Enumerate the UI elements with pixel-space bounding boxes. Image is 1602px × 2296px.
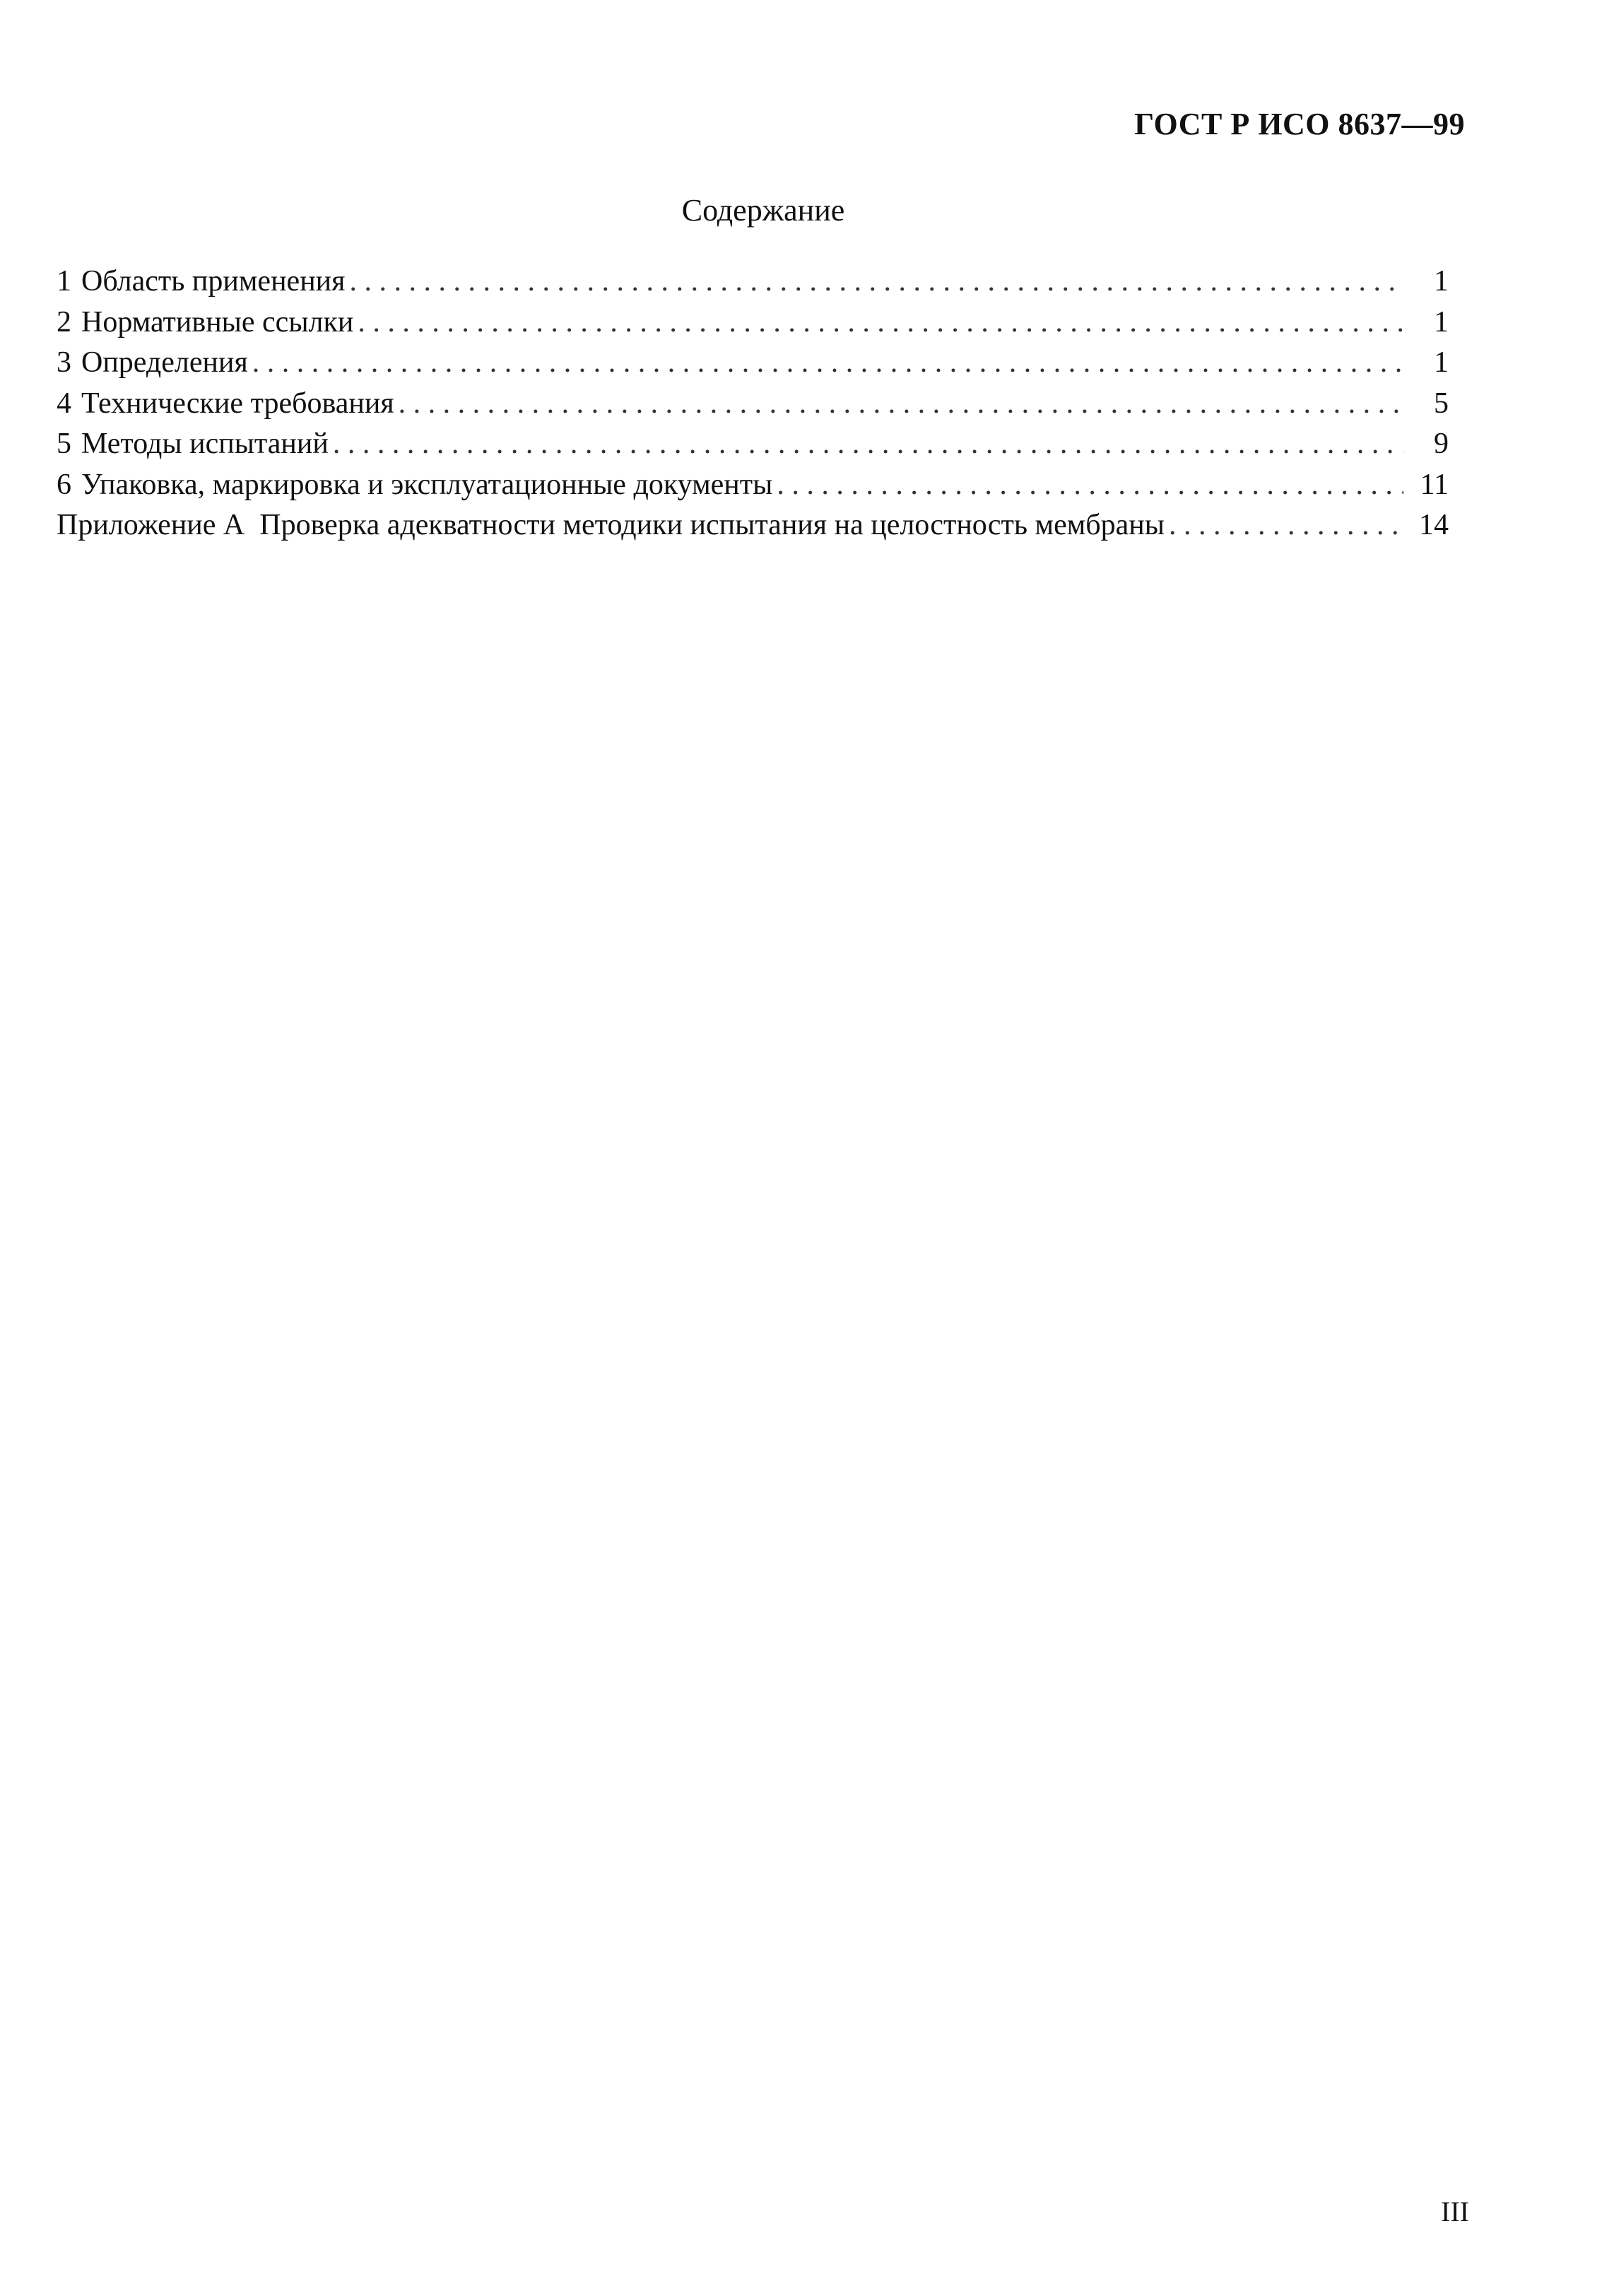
toc-dot-leader <box>248 343 1403 384</box>
table-of-contents <box>57 261 1449 546</box>
toc-entry-number: 3 <box>57 346 71 379</box>
toc-entry-appendix[interactable] <box>57 505 1449 546</box>
toc-entry[interactable] <box>57 343 1449 384</box>
toc-title: Содержание <box>681 193 845 228</box>
toc-dot-leader <box>329 424 1403 465</box>
toc-entry-number: 6 <box>57 468 71 501</box>
toc-entry[interactable] <box>57 384 1449 425</box>
toc-entry-label: Область применения <box>81 265 346 298</box>
toc-entry-page: 9 <box>1434 428 1449 460</box>
toc-entry-page: 11 <box>1420 468 1449 501</box>
toc-entry-number: 2 <box>57 305 71 338</box>
toc-entry-label: Нормативные ссылки <box>81 305 354 338</box>
page-number: III <box>1441 2196 1469 2227</box>
toc-entry-number: 4 <box>57 387 71 420</box>
toc-entry-label: Методы испытаний <box>81 428 329 460</box>
toc-entry[interactable] <box>57 302 1449 343</box>
toc-entry-page: 14 <box>1419 509 1449 541</box>
toc-entry-label: Упаковка, маркировка и эксплуатационные документы <box>81 468 773 501</box>
toc-entry-number: 1 <box>57 265 71 298</box>
toc-entry-label: Приложение А Проверка адекватности методики испытания на целостность мембраны <box>57 509 1165 541</box>
toc-dot-leader <box>1165 505 1403 546</box>
toc-dot-leader <box>394 384 1403 425</box>
toc-entry-label: Технические требования <box>81 387 394 420</box>
toc-entry-label: Определения <box>81 346 248 379</box>
toc-entry-page: 1 <box>1434 346 1449 379</box>
toc-entry-number: 5 <box>57 428 71 460</box>
toc-dot-leader <box>345 261 1403 302</box>
toc-dot-leader <box>353 302 1403 343</box>
toc-entry-page: 1 <box>1434 265 1449 298</box>
toc-entry[interactable] <box>57 261 1449 302</box>
toc-dot-leader <box>772 465 1403 506</box>
toc-entry[interactable] <box>57 424 1449 465</box>
document-code: ГОСТ Р ИСО 8637—99 <box>1134 107 1465 141</box>
toc-entry[interactable] <box>57 465 1449 506</box>
toc-entry-page: 5 <box>1434 387 1449 420</box>
toc-entry-page: 1 <box>1434 305 1449 338</box>
